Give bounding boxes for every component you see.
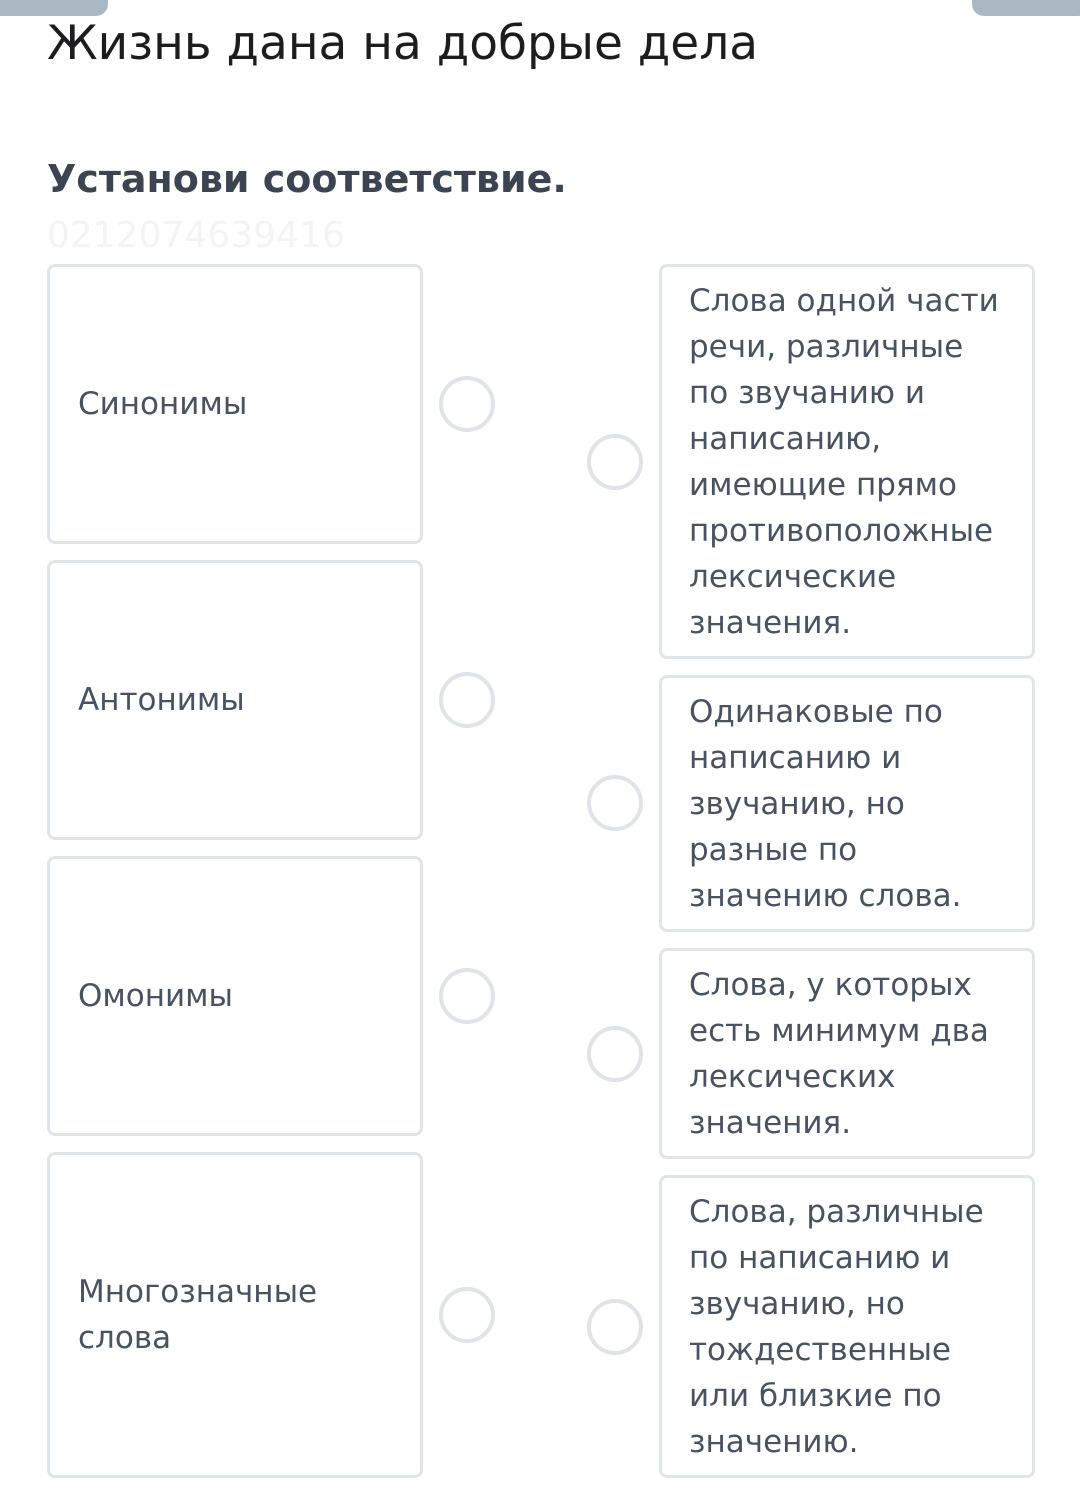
top-right-tab — [972, 0, 1080, 16]
right-item-4-radio[interactable] — [587, 1299, 643, 1355]
left-item-antonyms[interactable] — [47, 560, 423, 840]
left-item-label: Антонимы — [78, 682, 245, 718]
right-item-2[interactable] — [659, 675, 1035, 932]
left-item-polysemous-radio[interactable] — [439, 1287, 495, 1343]
right-item-label: Слова, различные по написанию и звучанию, но тождественные или близкие по значению. — [689, 1193, 984, 1460]
right-item-3-radio[interactable] — [587, 1026, 643, 1082]
left-item-label: Омонимы — [78, 978, 234, 1014]
right-item-1-radio[interactable] — [587, 434, 643, 490]
left-item-polysemous[interactable] — [47, 1152, 423, 1478]
right-item-2-radio[interactable] — [587, 775, 643, 831]
right-item-label: Слова, у которых есть минимум два лексических значения. — [689, 966, 989, 1141]
task-id: 0212074639416 — [47, 215, 345, 256]
right-item-1[interactable] — [659, 264, 1035, 659]
page-title: Жизнь дана на добрые дела — [47, 16, 759, 71]
task-instruction: Установи соответствие. — [47, 157, 567, 201]
left-item-antonyms-radio[interactable] — [439, 672, 495, 728]
left-item-synonyms-radio[interactable] — [439, 376, 495, 432]
right-item-4[interactable] — [659, 1175, 1035, 1478]
right-item-label: Слова одной части речи, различные по звучанию и написанию, имеющие прямо противоположные лексические значения. — [689, 282, 999, 641]
right-item-3[interactable] — [659, 948, 1035, 1159]
left-item-label: Многозначные слова — [78, 1274, 318, 1356]
left-item-homonyms[interactable] — [47, 856, 423, 1136]
left-item-synonyms[interactable] — [47, 264, 423, 544]
right-item-label: Одинаковые по написанию и звучанию, но разные по значению слова. — [689, 693, 962, 914]
left-item-label: Синонимы — [78, 386, 248, 422]
left-item-homonyms-radio[interactable] — [439, 968, 495, 1024]
